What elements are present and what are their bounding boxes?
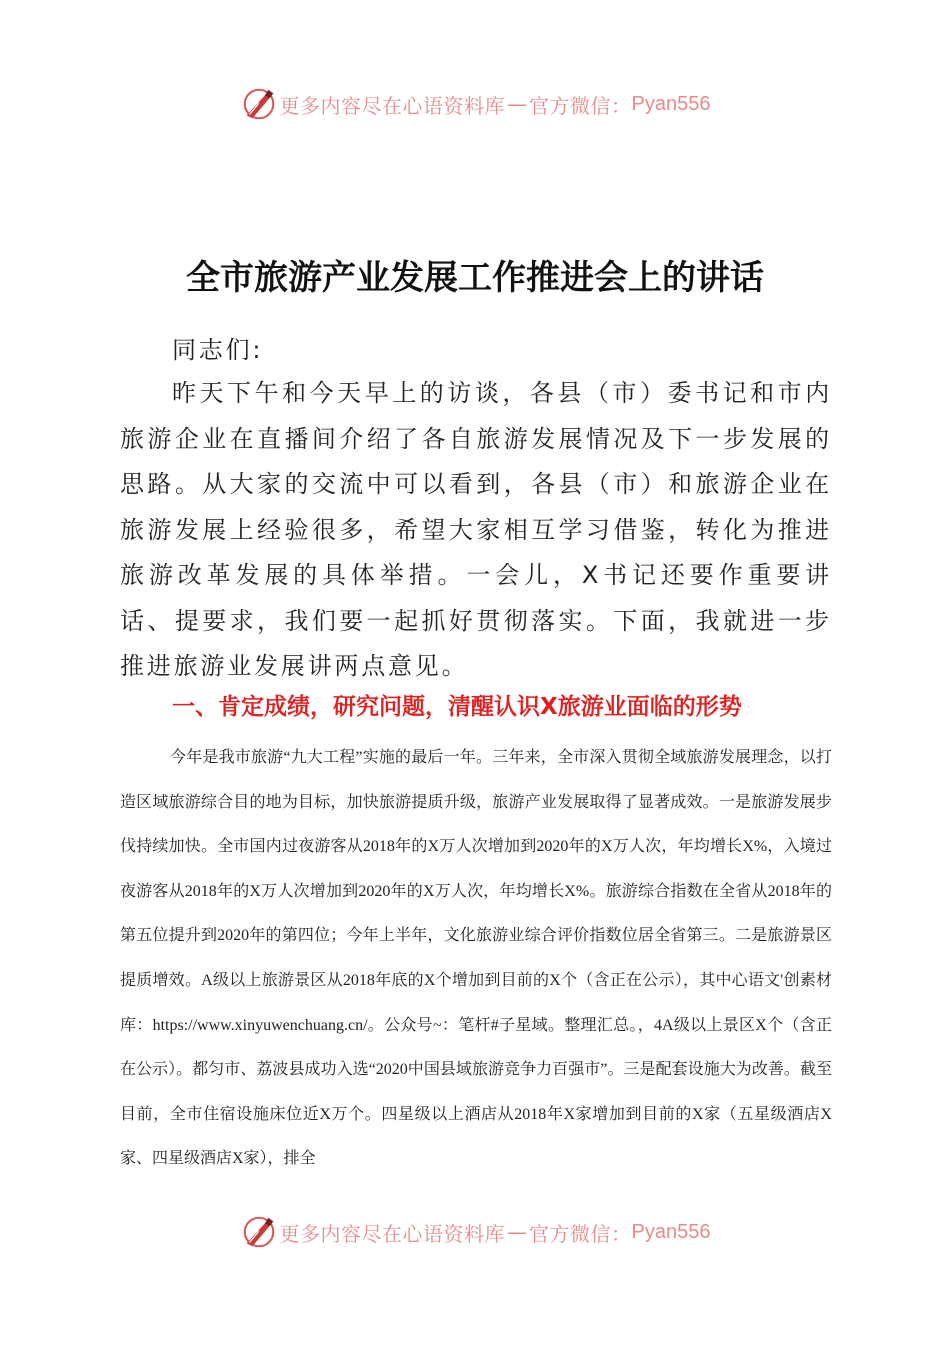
watermark-label: 官方微信：	[529, 1221, 632, 1246]
pen-nib-logo-icon	[240, 1213, 278, 1251]
pen-nib-logo-icon	[240, 85, 278, 123]
intro-paragraph: 昨天下午和今天早上的访谈，各县（市）委书记和市内旅游企业在直播间介绍了各自旅游发展情况及下一步发展的思路。从大家的交流中可以看到，各县（市）和旅游企业在旅游发展上经验很多，希望大家相互学习借鉴，转化为推进旅游改革发展的具体举措。一会儿，X书记还要作重要讲话、提要求，我们要一起抓好贯彻落实。下面，我就进一步推进旅游业发展讲两点意见。	[120, 379, 832, 680]
header-watermark	[0, 82, 950, 126]
document-title: 全市旅游产业发展工作推进会上的讲话	[186, 258, 764, 298]
watermark-separator: —	[507, 1220, 528, 1244]
watermark-text: 更多内容尽在心语资料库	[279, 1221, 506, 1246]
footer-watermark	[0, 1210, 950, 1254]
watermark-label: 官方微信：	[529, 93, 632, 118]
watermark-separator: —	[507, 92, 528, 116]
watermark-wechat-id: Pyan556	[631, 1220, 711, 1243]
watermark-wechat-id: Pyan556	[631, 92, 711, 115]
watermark-text: 更多内容尽在心语资料库	[279, 93, 506, 118]
greeting: 同志们:	[172, 336, 264, 364]
section-1-heading: 一、肯定成绩，研究问题，清醒认识X旅游业面临的形势	[172, 694, 742, 720]
section-1-body: 今年是我市旅游“九大工程”实施的最后一年。三年来，全市深入贯彻全域旅游发展理念，以打造区域旅游综合目的地为目标，加快旅游提质升级，旅游产业发展取得了显著成效。一是旅游发展步伐持续加快。全市国内过夜游客从2018年的X万人次增加到2020年的X万人次，年均增长X%，入境过夜游客从2018年的X万人次增加到2020年的X万人次，年均增长X%。旅游综合指数在全省从2018年的第五位提升到2020年的第四位；今年上半年，文化旅游业综合评价指数位居全省第三。二是旅游景区提质增效。A级以上旅游景区从2018年底的X个增加到目前的X个（含正在公示），其中心语文'创素材库：https://www.xinyuwenchuang.cn/。公众号~：笔杆#子星域。整理汇总。，4A级以上景区X个（含正在公示）。都匀市、荔波县成功入选“2020中国县域旅游竞争力百强市”。三是配套设施大为改善。截至目前，全市住宿设施床位近X万个。四星级以上酒店从2018年X家增加到目前的X家（五星级酒店X家、四星级酒店X家），排全	[120, 749, 832, 1168]
